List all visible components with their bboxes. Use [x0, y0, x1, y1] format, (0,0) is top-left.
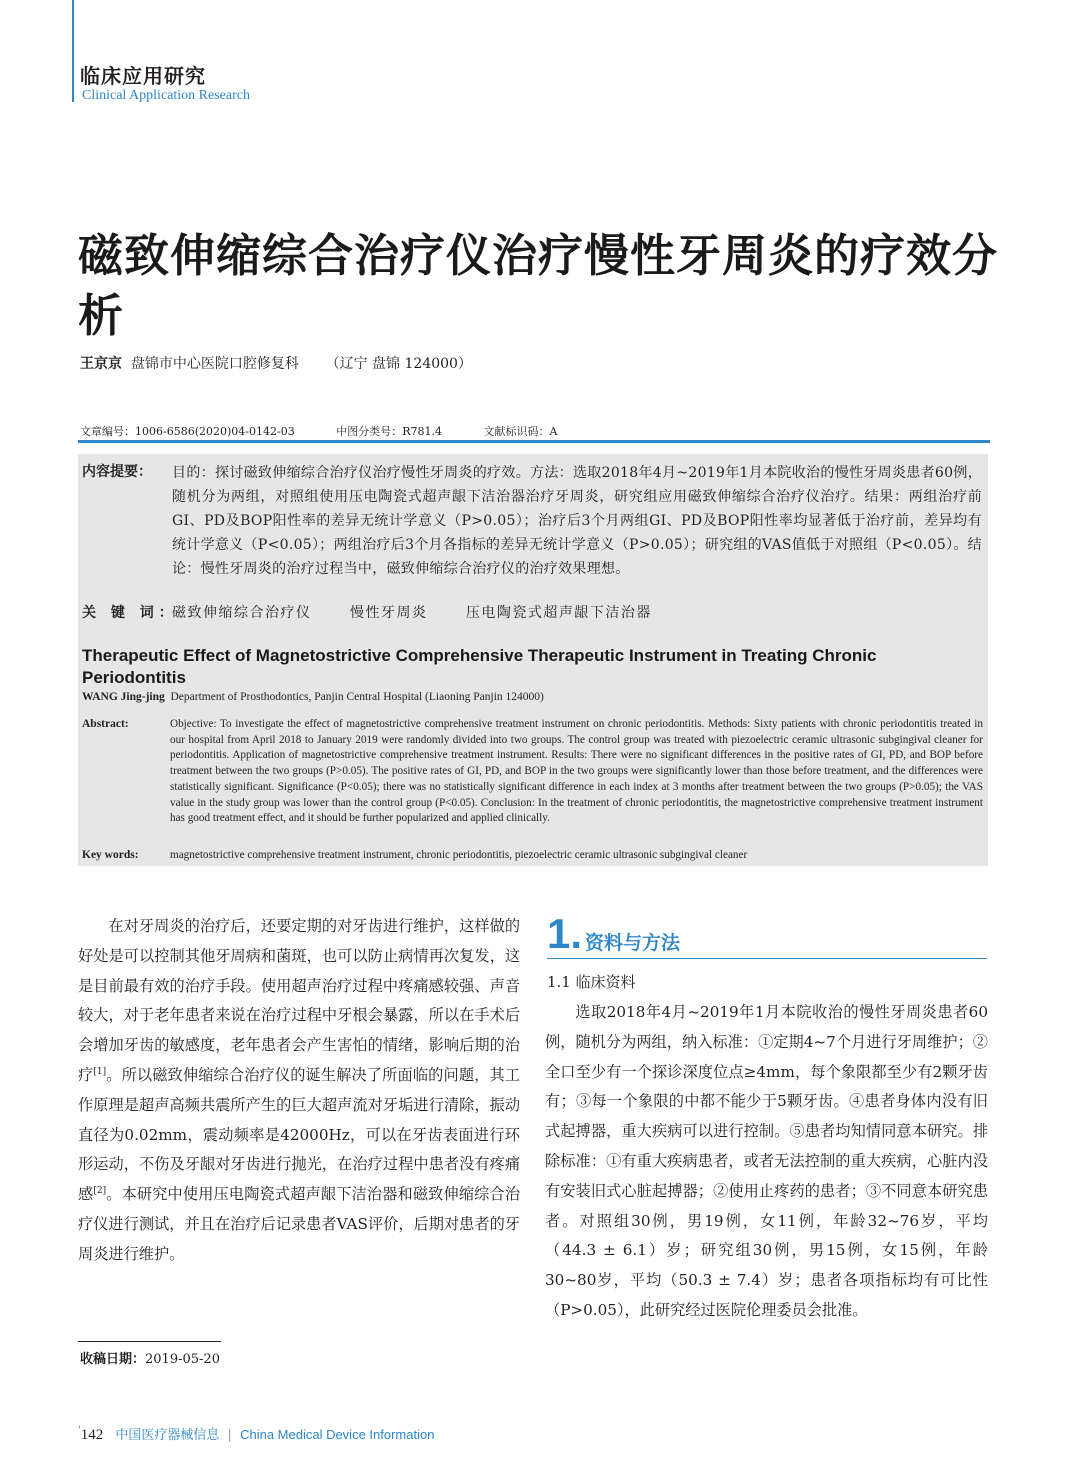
author-name: 王京京 — [80, 356, 122, 372]
intro-text-1: 在对牙周炎的治疗后，还要定期的对牙齿进行维护，这样做的好处是可以控制其他牙周病和菌斑，也可以防止病情再次复发，这是目前最有效的治疗手段。使用超声治疗过程中疼痛感较强、声音较大，对于老年患者来说在治疗过程中牙根会暴露，所以在手术后会增加牙齿的敏感度，老年患者会产生害怕的情绪，影响后期的治疗 — [78, 917, 520, 1084]
author-location: （辽宁 盘锦 124000） — [325, 356, 472, 372]
footer-separator: | — [227, 1428, 232, 1443]
keyword-item: 磁致伸缩综合治疗仪 — [172, 605, 312, 621]
received-value: 2019-05-20 — [145, 1352, 220, 1367]
section-accent-rule — [72, 0, 74, 102]
author-affiliation: 盘锦市中心医院口腔修复科 — [130, 356, 299, 372]
article-number: 文章编号：1006-6586(2020)04-0142-03 — [80, 425, 295, 438]
keywords-cn-list — [172, 602, 686, 622]
page-number: 142 — [80, 1427, 104, 1443]
document-code: 文献标识码：A — [483, 425, 558, 438]
footnote-rule — [78, 1341, 221, 1342]
section-heading-en: Clinical Application Research — [82, 88, 250, 103]
english-author-name: WANG Jing-jing — [82, 691, 165, 703]
author-line — [80, 353, 472, 373]
keywords-en-label: Key words: — [82, 849, 139, 861]
english-title: Therapeutic Effect of Magnetostrictive Comprehensive Therapeutic Instrument in Treating Chronic Periodontitis — [82, 646, 877, 687]
received-label: 收稿日期： — [80, 1352, 146, 1367]
section-title: 资料与方法 — [585, 932, 681, 954]
keyword-item: 慢性牙周炎 — [349, 605, 428, 621]
abstract-en-label: Abstract: — [82, 718, 129, 730]
intro-text-2: 。所以磁致伸缩综合治疗仪的诞生解决了所面临的问题，其工作原理是超声高频共震所产生的巨大超声流对牙垢进行清除，振动直径为0.02mm，震动频率是42000Hz，可以在牙齿表面进行环形运动，不伤及牙龈对牙齿进行抛光，在治疗过程中患者没有疼痛感 — [78, 1065, 521, 1204]
page-mark-icon: ' — [78, 1425, 81, 1436]
english-author-line — [82, 691, 544, 703]
citation-ref[interactable]: [2] — [93, 1186, 107, 1197]
abstract-en-text: Objective: To investigate the effect of magnetostrictive comprehensive treatment instrument on chronic periodontitis. Methods: Sixty patients with chronic periodontitis treated in our hospital from April 2018 to January 2019 were randomly divided into two groups. The control group was treated with piezoelectric ceramic ultrasonic subgingival cleaner for periodontitis. Application of magnetostrictive comprehensive treatment instrument. Results: There were no significant differences in the positive rates of GI, PD, and BOP before treatment between the two groups (P>0.05). The positive rates of GI, PD, and BOP in the two groups were significantly lower than those before treatment, and the differences were statistically significant. Significance (P<0.05); there was no statistically significant difference in each index at 3 months after treatment between the two groups (P>0.05); the VAS value in the study group was lower than the control group (P<0.05). Conclusion: In the treatment of chronic periodontitis, the magnetostrictive comprehensive treatment instrument has good treatment effect, and it should be further popularized and applied clinically. — [170, 718, 983, 825]
meta-divider — [78, 440, 990, 443]
abstract-cn-text: 目的：探讨磁致伸缩综合治疗仪治疗慢性牙周炎的疗效。方法：选取2018年4月~2019年1月本院收治的慢性牙周炎患者60例，随机分为两组，对照组使用压电陶瓷式超声龈下洁治器治疗牙周炎，研究组应用磁致伸缩综合治疗仪治疗。结果：两组治疗前GI、PD及BOP阳性率的差异无统计学意义（P>0.05）；治疗后3个月两组GI、PD及BOP阳性率均显著低于治疗前，差异均有统计学意义（P<0.05）；两组治疗后3个月各指标的差异无统计学意义（P>0.05）；研究组的VAS值低于对照组（P<0.05）。结论：慢性牙周炎的治疗过程当中，磁致伸缩综合治疗仪的治疗效果理想。 — [172, 465, 982, 577]
subsection-heading: 1.1 临床资料 — [547, 973, 636, 991]
clinical-data-paragraph: 选取2018年4月~2019年1月本院收治的慢性牙周炎患者60例，随机分为两组，纳入标准：①定期4~7个月进行牙周维护；②全口至少有一个探诊深度位点≥4mm，每个象限都至少有2颗牙齿有；③每一个象限的中都不能少于5颗牙齿。④患者身体内没有旧式起搏器，重大疾病可以进行控制。⑤患者均知情同意本研究。排除标准：①有重大疾病患者，或者无法控制的重大疾病，心脏内没有安装旧式心脏起搏器；②使用止疼药的患者；③不同意本研究患者。对照组30例，男19例，女11例，年龄32~76岁，平均（44.3 ± 6.1）岁；研究组30例，男15例，女15例，年龄30~80岁，平均（50.3 ± 7.4）岁；患者各项指标均有可比性（P>0.05），此研究经过医院伦理委员会批准。 — [545, 1003, 988, 1319]
clc-number: 中图分类号：R781.4 — [336, 425, 442, 438]
keywords-cn-label: 关 键 词： — [82, 605, 178, 621]
section-number: 1. — [547, 910, 583, 957]
intro-paragraph — [78, 912, 520, 1270]
abstract-cn-label: 内容提要： — [82, 464, 152, 480]
keyword-item: 压电陶瓷式超声龈下洁治器 — [465, 605, 652, 621]
section-heading-cn: 临床应用研究 — [80, 64, 206, 88]
article-title: 磁致伸缩综合治疗仪治疗慢性牙周炎的疗效分析 — [78, 229, 999, 342]
journal-name-en: China Medical Device Information — [240, 1427, 435, 1442]
received-date — [80, 1348, 220, 1367]
intro-text-3: 。本研究中使用压电陶瓷式超声龈下洁治器和磁致伸缩综合治疗仪进行测试，并且在治疗后记录患者VAS评价，后期对患者的牙周炎进行维护。 — [78, 1185, 521, 1263]
journal-name-cn: 中国医疗器械信息 — [115, 1428, 220, 1443]
page-footer — [78, 1424, 434, 1444]
keywords-en-list: magnetostrictive comprehensive treatment instrument, chronic periodontitis, piezoelectric ceramic ultrasonic subgingival cleaner — [170, 849, 748, 861]
section-divider — [547, 958, 987, 959]
article-meta — [80, 423, 595, 439]
citation-ref[interactable]: [1] — [93, 1066, 107, 1077]
english-affiliation: Department of Prosthodontics, Panjin Central Hospital (Liaoning Panjin 124000) — [170, 691, 544, 703]
